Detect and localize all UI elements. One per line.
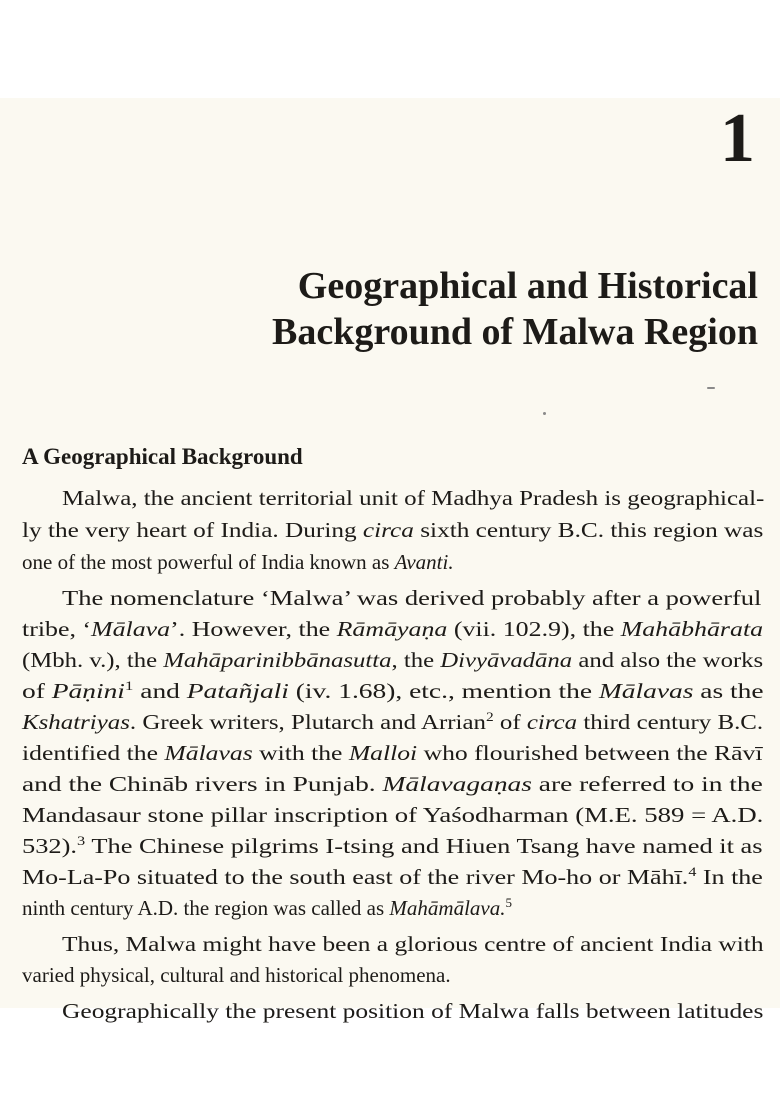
text-run: (Mbh. v.), the bbox=[22, 648, 164, 672]
text-run: Kshatriyas bbox=[22, 710, 130, 734]
text-run: Thus, Malwa might have been a glorious centre of ancient India with bbox=[62, 932, 764, 956]
text-run: Pāṇini bbox=[51, 679, 125, 703]
text-run: and also the works bbox=[572, 648, 764, 672]
text-line bbox=[62, 929, 764, 959]
text-line bbox=[22, 707, 763, 737]
text-run: , the bbox=[391, 648, 441, 672]
text-run: of bbox=[22, 679, 52, 703]
text-run: Mahāmālava. bbox=[389, 896, 506, 920]
text-run: are referred to in the bbox=[531, 772, 763, 796]
scan-speck bbox=[543, 412, 546, 415]
chapter-title bbox=[272, 263, 758, 355]
text-run: who flourished between the Rāvī bbox=[417, 741, 763, 765]
text-run: Mālava bbox=[91, 617, 171, 641]
chapter-title-line-1: Geographical and Historical bbox=[297, 265, 758, 307]
text-run: of bbox=[493, 710, 527, 734]
footnote-ref: 4 bbox=[688, 864, 697, 879]
text-run: Geographically the present position of Malwa falls between latitudes bbox=[62, 999, 764, 1023]
text-run: Avanti. bbox=[394, 550, 454, 574]
text-run: and bbox=[133, 679, 187, 703]
text-run: as the bbox=[693, 679, 764, 703]
text-line bbox=[22, 676, 764, 706]
text-run: ninth century A.D. the region was called as bbox=[22, 896, 390, 920]
text-run: Mahāparinibbānasutta bbox=[163, 648, 392, 672]
text-run: (iv. 1.68), etc., mention the bbox=[288, 679, 599, 703]
text-line bbox=[22, 515, 763, 545]
text-line bbox=[22, 547, 454, 577]
scan-speck bbox=[707, 387, 715, 389]
text-run: . Greek writers, Plutarch and Arrian bbox=[129, 710, 486, 734]
text-run: third century B.C. bbox=[577, 710, 764, 734]
text-run: Malwa, the ancient territorial unit of Madhya Pradesh is geographical- bbox=[62, 486, 765, 510]
text-line bbox=[62, 996, 763, 1026]
text-line bbox=[22, 800, 763, 830]
section-heading: A Geographical Background bbox=[22, 444, 303, 469]
footnote-ref: 2 bbox=[485, 709, 494, 724]
scanned-page bbox=[0, 98, 780, 1023]
text-line bbox=[22, 960, 451, 990]
text-run: Mālavas bbox=[164, 741, 253, 765]
text-run: The nomenclature ‘Malwa’ was derived probably after a powerful bbox=[62, 586, 762, 610]
text-run: Mālavagaṇas bbox=[382, 772, 532, 796]
text-line bbox=[22, 614, 763, 644]
text-run: Malloi bbox=[348, 741, 418, 765]
text-run: with the bbox=[252, 741, 349, 765]
text-run: circa bbox=[526, 710, 578, 734]
footnote-ref: 3 bbox=[77, 833, 86, 848]
text-run: ’. However, the bbox=[170, 617, 337, 641]
text-run: (vii. 102.9), the bbox=[447, 617, 621, 641]
text-run: and the Chināb rivers in Punjab. bbox=[22, 772, 383, 796]
text-run: ly the very heart of India. During bbox=[22, 518, 363, 542]
footnote-ref: 5 bbox=[505, 895, 512, 910]
text-run: Patañjali bbox=[186, 679, 289, 703]
text-run: varied physical, cultural and historical phenomena. bbox=[22, 963, 451, 987]
text-run: Rāmāyaṇa bbox=[336, 617, 448, 641]
text-run: Mo-La-Po situated to the south east of the river Mo-ho or Māhī. bbox=[22, 865, 689, 889]
text-run: identified the bbox=[22, 741, 165, 765]
text-line bbox=[62, 583, 761, 613]
chapter-number: 1 bbox=[720, 100, 755, 177]
text-run: one of the most powerful of India known as bbox=[22, 550, 395, 574]
chapter-title-line-2: Background of Malwa Region bbox=[272, 311, 758, 353]
text-run: Mālavas bbox=[598, 679, 694, 703]
text-line bbox=[22, 831, 763, 861]
text-line bbox=[62, 483, 764, 513]
text-line bbox=[22, 738, 762, 768]
text-run: circa bbox=[362, 518, 414, 542]
text-run: tribe, ‘ bbox=[22, 617, 92, 641]
text-run: 532). bbox=[22, 834, 78, 858]
text-line bbox=[22, 893, 512, 923]
text-run: In the bbox=[696, 865, 763, 889]
text-run: Divyāvadāna bbox=[440, 648, 573, 672]
text-run: sixth century B.C. this region was bbox=[413, 518, 764, 542]
text-line bbox=[22, 862, 763, 892]
text-line bbox=[22, 645, 763, 675]
footnote-ref: 1 bbox=[124, 678, 134, 693]
text-line bbox=[22, 769, 763, 799]
text-run: Mandasaur stone pillar inscription of Yaśodharman (M.E. 589 = A.D. bbox=[22, 803, 764, 827]
text-run: Mahābhārata bbox=[620, 617, 764, 641]
text-run: The Chinese pilgrims I-tsing and Hiuen Tsang have named it as bbox=[85, 834, 763, 858]
